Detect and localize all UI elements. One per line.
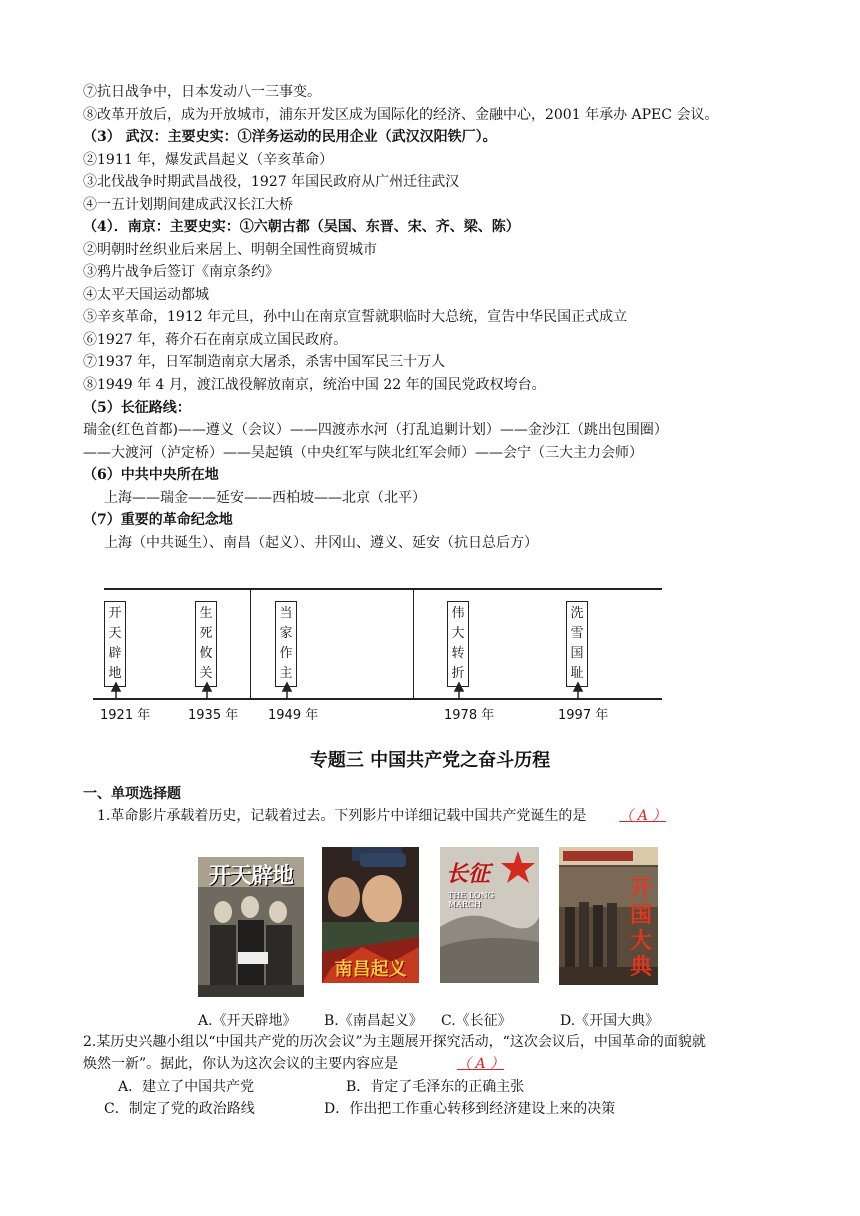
event-label-char: 当: [279, 606, 293, 621]
event-label-char: 国: [570, 646, 584, 661]
question-1-answer: （ A ）: [619, 808, 667, 824]
timeline-event-box: [447, 601, 469, 687]
option-caption: A.《开天辟地》: [198, 1013, 297, 1029]
event-label: [276, 604, 296, 684]
subheading-memorial-sites: （7）重要的革命纪念地: [83, 512, 233, 528]
timeline-year: 1949 年: [268, 708, 319, 723]
text-line: ④太平天国运动都城: [83, 287, 209, 303]
timeline-event-box: [275, 601, 297, 687]
text-line: ③北伐战争时期武昌战役，1927 年国民政府从广州迁往武汉: [83, 174, 460, 190]
event-label-char: 开: [108, 606, 122, 621]
option-caption: B.《南昌起义》: [324, 1013, 423, 1029]
question-2-text: 2.某历史兴趣小组以“中国共产党的历次会议”为主题展开探究活动，“这次会议后，中国革命的面貌就: [83, 1034, 706, 1050]
text-line: 瑞金(红色首都)——遵义（会议）——四渡赤水河（打乱追剿计划）——金沙江（跳出包围圈）: [83, 422, 668, 438]
event-label-char: 主: [279, 666, 293, 681]
text-line: ⑧改革开放后，成为开放城市，浦东开发区成为国际化的经济、金融中心，2001 年承办 APEC 会议。: [83, 107, 719, 123]
option-caption: D.《开国大典》: [560, 1013, 660, 1029]
event-label-char: 辟: [108, 646, 122, 661]
timeline-year: 1921 年: [100, 708, 151, 723]
timeline-divider: [413, 588, 414, 699]
text-line: ③鸦片战争后签订《南京条约》: [83, 264, 279, 280]
text-line: ⑤辛亥革命，1912 年元旦，孙中山在南京宣誓就职临时大总统，宣告中华民国正式成立: [83, 309, 628, 325]
event-label: [567, 604, 587, 684]
text-line: ⑥1927 年，蒋介石在南京成立国民政府。: [83, 332, 348, 348]
subheading-cpc-seat: （6）中共中央所在地: [83, 467, 219, 483]
poster-kaiguo-dadian: [559, 847, 658, 985]
event-label-char: 雪: [570, 626, 584, 641]
event-label-char: 关: [199, 666, 213, 681]
poster-title: 开天辟地: [208, 864, 293, 889]
event-label: [196, 604, 216, 684]
text-line: 上海——瑞金——延安——西柏坡——北京（北平）: [104, 490, 426, 506]
timeline-divider: [250, 588, 251, 699]
option-c: C．制定了党的政治路线: [104, 1101, 255, 1117]
text-line: ④一五计划期间建成武汉长江大桥: [83, 197, 293, 213]
poster-changzheng: [440, 847, 539, 983]
event-label-char: 家: [279, 626, 293, 641]
event-label-char: 作: [279, 646, 293, 661]
poster-kaitian-pidi: [198, 857, 304, 997]
timeline-top-line: [104, 588, 662, 590]
poster-nanchang-qiyi: [322, 847, 419, 983]
subheading-long-march: （5）长征路线：: [83, 400, 191, 416]
option-b: B．肯定了毛泽东的正确主张: [346, 1079, 525, 1095]
timeline-event-box: [195, 601, 217, 687]
timeline-event-box: [104, 601, 126, 687]
text-line: ⑦抗日战争中，日本发动八一三事变。: [83, 84, 321, 100]
event-label-char: 洗: [570, 606, 584, 621]
question-2-text-cont: [83, 1054, 504, 1074]
timeline-event-box: [566, 601, 588, 687]
event-label-char: 伟: [451, 606, 465, 621]
timeline-year: 1978 年: [444, 708, 495, 723]
text-line: ②1911 年，爆发武昌起义（辛亥革命）: [83, 152, 334, 168]
poster-subtitle: THE LONG MARCH: [448, 891, 494, 909]
event-label-char: 地: [108, 666, 122, 681]
text-line: ——大渡河（泸定桥）——吴起镇（中央红军与陕北红军会师）——会宁（三大主力会师）: [83, 445, 643, 461]
subheading-nanjing: （4）．南京：主要史实：①六朝古都（吴国、东晋、宋、齐、梁、陈）: [83, 219, 520, 235]
event-label-char: 转: [451, 646, 465, 661]
event-label-char: 耻: [570, 666, 584, 681]
event-label-char: 折: [451, 666, 465, 681]
part-heading: 一、单项选择题: [83, 786, 181, 802]
timeline-axis: [93, 698, 662, 700]
question-text: 1.革命影片承载着历史，记载着过去。下列影片中详细记载中国共产党诞生的是: [97, 808, 587, 824]
text-line: ⑦1937 年，日军制造南京大屠杀，杀害中国军民三十万人: [83, 354, 446, 370]
text-line: ⑧1949 年 4 月，渡江战役解放南京，统治中国 22 年的国民党政权垮台。: [83, 377, 546, 393]
timeline-year: 1997 年: [558, 708, 609, 723]
event-label-char: 大: [451, 626, 465, 641]
text-line: 上海（中共诞生）、南昌（起义）、井冈山、遵义、延安（抗日总后方）: [104, 535, 538, 551]
event-label-char: 天: [108, 626, 122, 641]
poster-title: 长征: [446, 861, 491, 887]
poster-title: 南昌起义: [334, 959, 407, 980]
poster-title: 开国大典: [629, 877, 652, 980]
question-2-answer: （ A ）: [457, 1056, 505, 1072]
section-title: 专题三 中国共产党之奋斗历程: [309, 750, 551, 771]
option-d: D．作出把工作重心转移到经济建设上来的决策: [324, 1101, 616, 1117]
event-label: [105, 604, 125, 684]
option-caption: C.《长征》: [441, 1013, 512, 1029]
timeline-year: 1935 年: [188, 708, 239, 723]
question-1-text: [97, 806, 666, 826]
option-a: A．建立了中国共产党: [118, 1079, 255, 1095]
event-label-char: 生: [199, 606, 213, 621]
event-label-char: 攸: [199, 646, 213, 661]
text-line: ②明朝时丝织业后来居上、明朝全国性商贸城市: [83, 242, 377, 258]
event-label: [448, 604, 468, 684]
subheading-wuhan: （3） 武汉：主要史实：①洋务运动的民用企业（武汉汉阳铁厂）。: [83, 129, 497, 145]
event-label-char: 死: [199, 626, 213, 641]
question-text: 焕然一新”。据此，你认为这次会议的主要内容应是: [83, 1056, 399, 1072]
